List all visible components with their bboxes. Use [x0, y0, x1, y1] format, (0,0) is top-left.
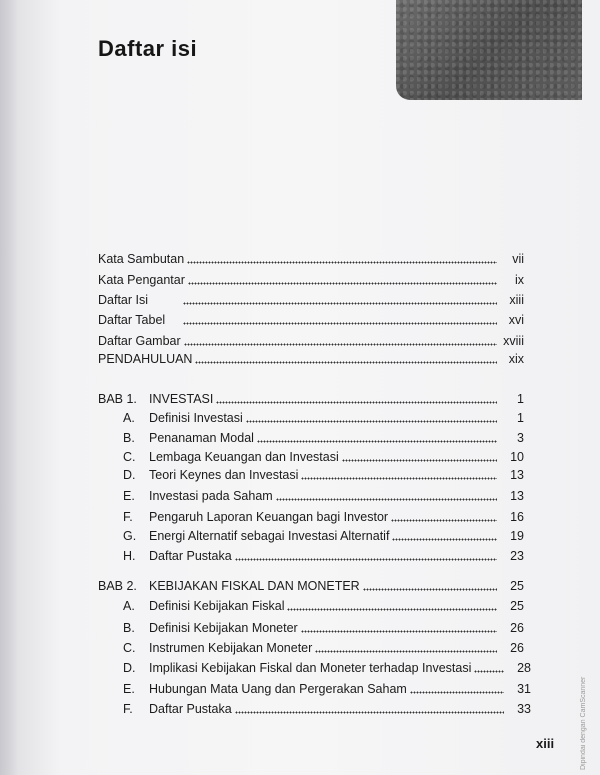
section-page: 16: [510, 510, 524, 524]
section-page: 23: [510, 549, 524, 563]
section-page: 31: [517, 682, 531, 696]
section-letter: F.: [123, 702, 133, 716]
section-page: 13: [510, 468, 524, 482]
toc-entry-label: Daftar Gambar: [98, 334, 181, 348]
toc-entry-front: [98, 312, 524, 328]
toc-entry-page: vii: [512, 252, 524, 266]
leader-dots: [342, 459, 497, 462]
section-label: Daftar Pustaka: [149, 702, 232, 716]
section-label: Definisi Kebijakan Moneter: [149, 621, 298, 635]
section-letter: F.: [123, 510, 133, 524]
leader-dots: [195, 361, 497, 364]
toc-entry-front: [98, 351, 524, 367]
section-label: Teori Keynes dan Investasi: [149, 468, 299, 482]
toc-section: [123, 430, 524, 446]
section-label: Definisi Investasi: [149, 411, 243, 425]
section-letter: G.: [123, 529, 137, 543]
chapter-number: BAB 2.: [98, 579, 137, 593]
section-label: Daftar Pustaka: [149, 549, 232, 563]
section-letter: A.: [123, 411, 135, 425]
toc-section: [123, 449, 524, 465]
leader-dots: [410, 691, 504, 694]
toc-entry-front: [98, 272, 524, 288]
section-letter: A.: [123, 599, 135, 613]
section-page: 26: [510, 641, 524, 655]
toc-section: [123, 620, 524, 636]
leader-dots: [188, 282, 497, 285]
leader-dots: [216, 401, 497, 404]
section-letter: E.: [123, 682, 135, 696]
section-page: 19: [510, 529, 524, 543]
toc-entry-label: Daftar Isi: [98, 293, 149, 307]
toc-entry-label: Kata Pengantar: [98, 273, 185, 287]
leader-dots: [183, 322, 497, 325]
toc-entry-page: xviii: [503, 334, 524, 348]
section-page: 3: [517, 431, 524, 445]
leader-dots: [187, 261, 497, 264]
toc-entry-label: Kata Sambutan: [98, 252, 185, 266]
toc-section: [123, 701, 531, 717]
section-page: 10: [510, 450, 524, 464]
leader-dots: [301, 630, 497, 633]
footer-page-number: xiii: [536, 736, 555, 751]
toc-section: [123, 660, 531, 676]
leader-dots: [184, 343, 497, 346]
toc-entry-label: PENDAHULUAN: [98, 352, 193, 366]
leader-dots: [474, 670, 504, 673]
section-label: Implikasi Kebijakan Fiskal dan Moneter terhadap Investasi: [149, 661, 472, 675]
toc-entry-front: [98, 292, 524, 308]
leader-dots: [315, 650, 497, 653]
section-letter: D.: [123, 661, 136, 675]
section-label: Energi Alternatif sebagai Investasi Alternatif: [149, 529, 390, 543]
leader-dots: [276, 498, 497, 501]
leader-dots: [183, 302, 497, 305]
leader-dots: [235, 558, 497, 561]
section-letter: H.: [123, 549, 136, 563]
leader-dots: [301, 477, 497, 480]
toc-chapter-heading: [98, 578, 524, 594]
section-label: Definisi Kebijakan Fiskal: [149, 599, 285, 613]
toc-section: [123, 548, 524, 564]
toc-section: [123, 598, 524, 614]
toc-section: [123, 509, 524, 525]
toc-entry-page: xiii: [509, 293, 524, 307]
scanner-watermark: Dipindai dengan CamScanner: [580, 676, 587, 770]
leader-dots: [235, 711, 504, 714]
section-letter: C.: [123, 450, 136, 464]
section-letter: E.: [123, 489, 135, 503]
section-label: Pengaruh Laporan Keuangan bagi Investor: [149, 510, 389, 524]
section-page: 26: [510, 621, 524, 635]
toc-chapter-heading: [98, 391, 524, 407]
leader-dots: [287, 608, 497, 611]
leader-dots: [392, 538, 497, 541]
leader-dots: [363, 588, 497, 591]
toc-section: [123, 410, 524, 426]
corner-decoration: [396, 0, 582, 100]
toc-section: [123, 467, 524, 483]
toc-section: [123, 488, 524, 504]
section-label: Lembaga Keuangan dan Investasi: [149, 450, 339, 464]
section-page: 1: [517, 411, 524, 425]
toc-section: [123, 640, 524, 656]
section-page: 25: [510, 599, 524, 613]
page-title: Daftar isi: [98, 36, 198, 61]
toc-section: [123, 528, 524, 544]
section-letter: C.: [123, 641, 136, 655]
section-label: Instrumen Kebijakan Moneter: [149, 641, 313, 655]
section-letter: B.: [123, 621, 135, 635]
toc-entry-page: xix: [508, 352, 524, 366]
section-label: Investasi pada Saham: [149, 489, 273, 503]
toc-entry-page: xvi: [508, 313, 524, 327]
section-page: 13: [510, 489, 524, 503]
section-letter: B.: [123, 431, 135, 445]
section-label: Penanaman Modal: [149, 431, 254, 445]
section-label: Hubungan Mata Uang dan Pergerakan Saham: [149, 682, 407, 696]
section-letter: D.: [123, 468, 136, 482]
section-page: 28: [517, 661, 531, 675]
toc-entry-label: Daftar Tabel: [98, 313, 166, 327]
chapter-label: KEBIJAKAN FISKAL DAN MONETER: [149, 579, 360, 593]
chapter-label: INVESTASI: [149, 392, 214, 406]
page-edge-shadow: [0, 0, 18, 775]
section-page: 33: [517, 702, 531, 716]
leader-dots: [257, 440, 497, 443]
toc-entry-front: [98, 251, 524, 267]
chapter-number: BAB 1.: [98, 392, 137, 406]
chapter-page: 25: [510, 579, 524, 593]
chapter-page: 1: [517, 392, 524, 406]
leader-dots: [391, 519, 497, 522]
toc-entry-page: ix: [514, 273, 524, 287]
toc-entry-front: [98, 333, 524, 349]
leader-dots: [246, 420, 497, 423]
toc-section: [123, 681, 531, 697]
